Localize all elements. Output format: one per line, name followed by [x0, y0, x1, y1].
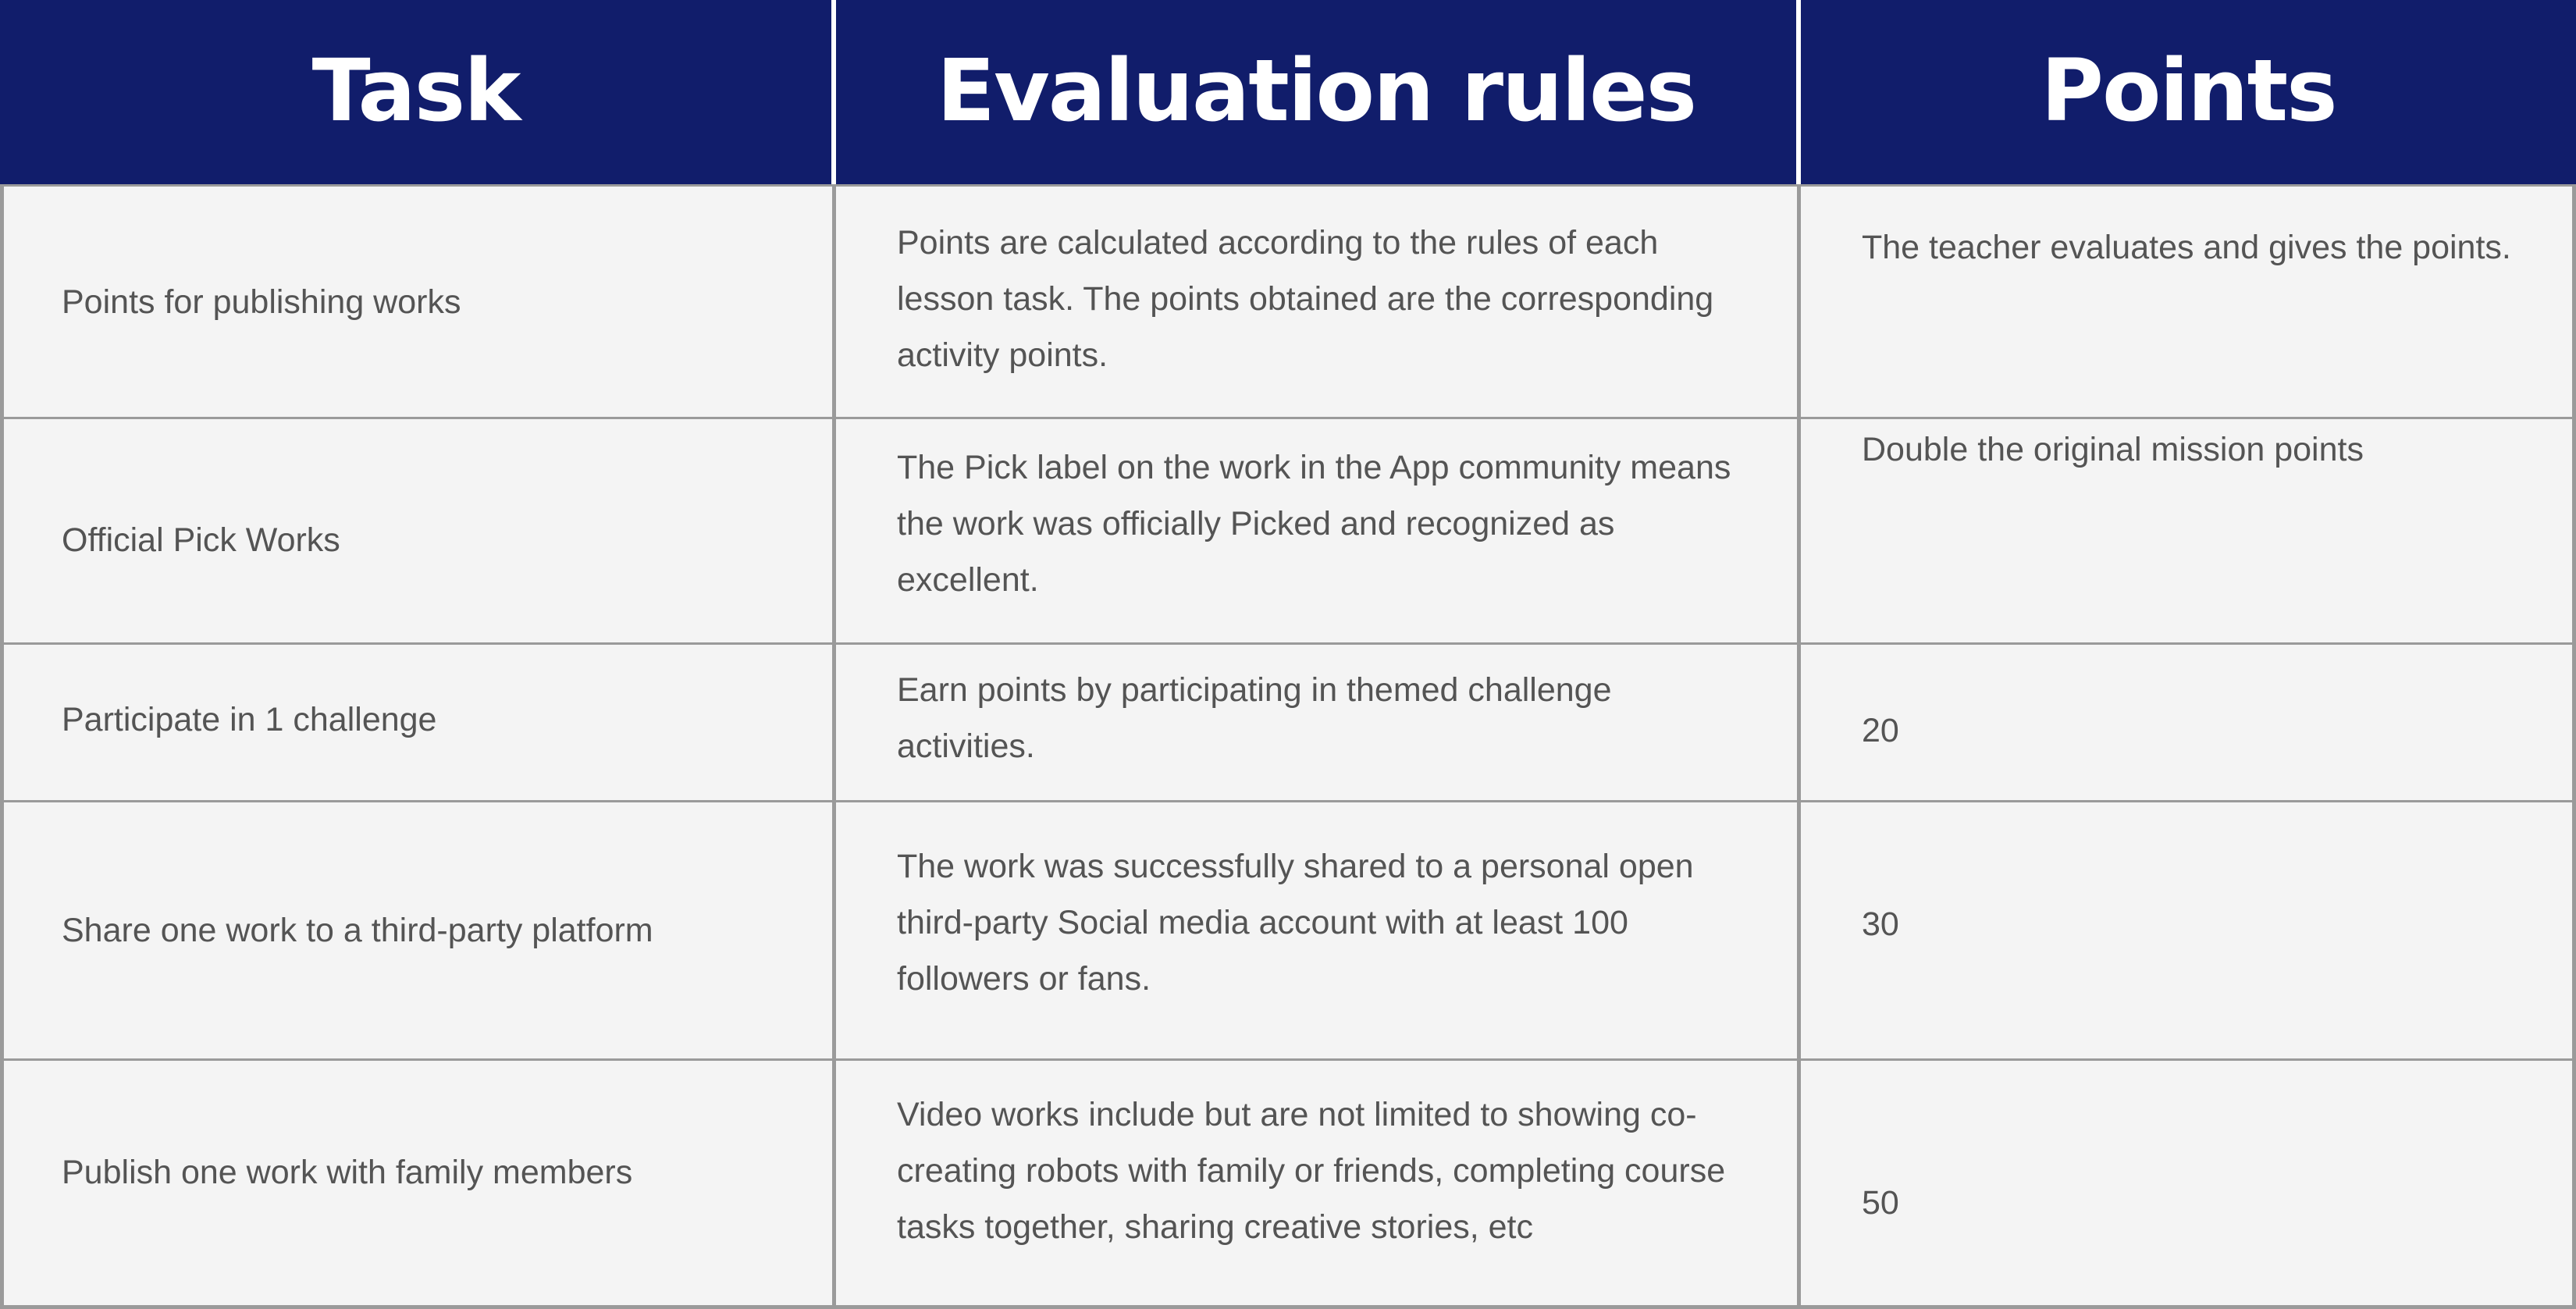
points-cell: The teacher evaluates and gives the points. [1801, 184, 2576, 417]
column-header-task: Task [0, 0, 836, 184]
points-cell: 30 [1801, 800, 2576, 1058]
task-cell: Participate in 1 challenge [0, 642, 836, 800]
task-cell: Points for publishing works [0, 184, 836, 417]
table-header-row [0, 0, 2576, 184]
evaluation-rules-cell: Video works include but are not limited to showing co-creating robots with family or friends, completing course tasks together, sharing creative stories, etc [836, 1058, 1801, 1309]
table-row [0, 184, 2576, 417]
evaluation-rules-cell: Earn points by participating in themed challenge activities. [836, 642, 1801, 800]
evaluation-rules-cell: The work was successfully shared to a personal open third-party Social media account with at least 100 followers or fans. [836, 800, 1801, 1058]
evaluation-rules-cell: The Pick label on the work in the App community means the work was officially Picked and recognized as excellent. [836, 417, 1801, 642]
task-cell: Share one work to a third-party platform [0, 800, 836, 1058]
points-cell: 50 [1801, 1058, 2576, 1309]
table-row [0, 800, 2576, 1058]
column-header-evaluation-rules: Evaluation rules [836, 0, 1801, 184]
table-row [0, 1058, 2576, 1309]
task-cell: Official Pick Works [0, 417, 836, 642]
task-cell: Publish one work with family members [0, 1058, 836, 1309]
column-header-points: Points [1801, 0, 2576, 184]
table-row [0, 417, 2576, 642]
points-cell: 20 [1801, 642, 2576, 800]
evaluation-rules-cell: Points are calculated according to the rules of each lesson task. The points obtained are the corresponding activity points. [836, 184, 1801, 417]
points-cell: Double the original mission points [1801, 417, 2576, 642]
table-row [0, 642, 2576, 800]
